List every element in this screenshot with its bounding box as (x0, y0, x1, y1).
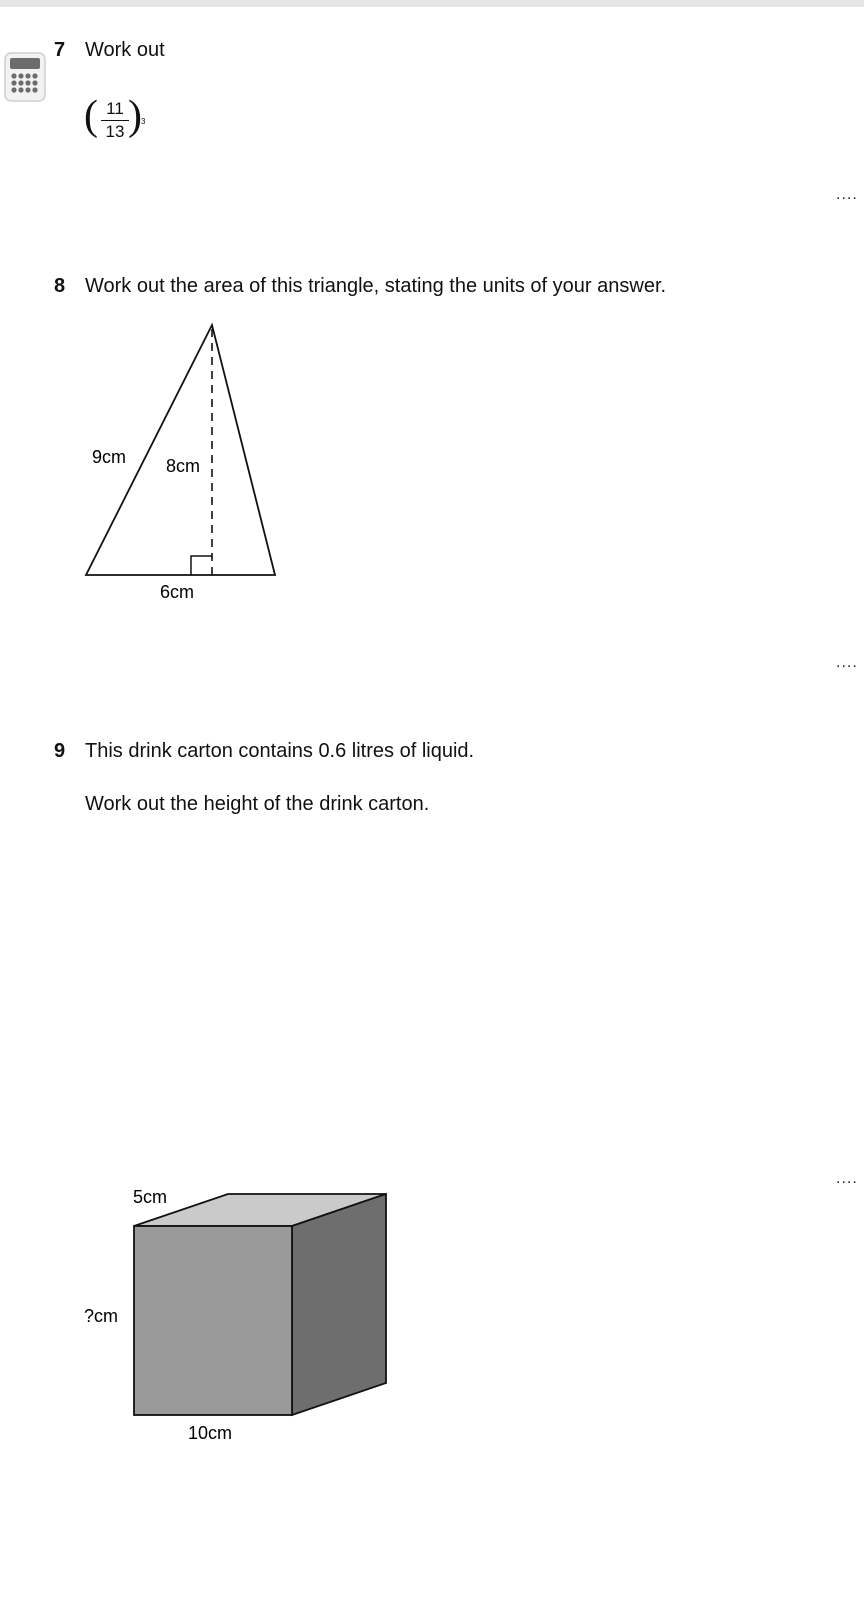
question-9-text: This drink carton contains 0.6 litres of liquid. (85, 740, 475, 762)
label-height-unknown: ?cm (84, 1306, 119, 1326)
question-9-instruction: Work out the height of the drink carton. (85, 793, 430, 815)
question-9-number: 9 (54, 740, 66, 762)
answer-line-q8: .... (836, 654, 858, 671)
fraction-denominator: 13 (105, 122, 125, 141)
answer-line-q9: .... (836, 1170, 858, 1187)
fraction-numerator: 11 (106, 99, 124, 118)
label-base: 6cm (160, 582, 195, 602)
exponent: 3 (141, 117, 146, 126)
question-8-number: 8 (54, 275, 66, 297)
label-height: 8cm (166, 456, 201, 476)
right-paren: ) (128, 93, 142, 139)
carton-side-face (292, 1194, 386, 1415)
question-8-text: Work out the area of this triangle, stating the units of your answer. (85, 275, 667, 297)
carton-front-face (134, 1226, 292, 1415)
question-7-text: Work out (85, 39, 165, 61)
label-depth: 5cm (133, 1187, 168, 1207)
left-paren: ( (84, 93, 98, 139)
label-slant-side: 9cm (92, 447, 127, 467)
label-width: 10cm (188, 1423, 233, 1443)
answer-line-q7: .... (836, 186, 858, 203)
question-7-number: 7 (54, 39, 66, 61)
